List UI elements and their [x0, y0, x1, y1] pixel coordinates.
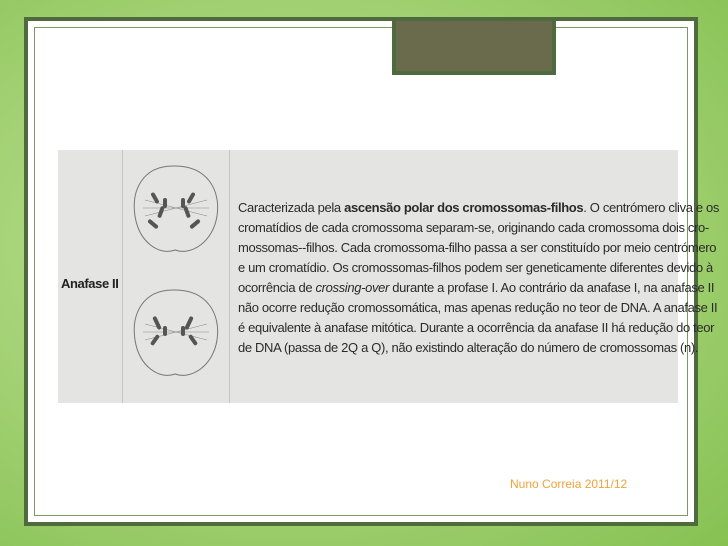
row-label-cell [58, 150, 123, 403]
footer-author: Nuno Correia 2011/12 [510, 477, 628, 491]
description-line: mossomas--filhos. Cada cromossoma-filho passa a ser constituído por meio centrómero [238, 240, 717, 255]
description-line: de DNA (passa de 2Q a Q), não existindo alteração do número de cromossomas (n). [238, 340, 699, 355]
chromosomes-bottom [150, 316, 198, 346]
chromosomes-top [147, 192, 201, 230]
anafase-description [238, 198, 720, 358]
description-line: Caracterizada pela ascensão polar dos cromossomas-filhos. O centrómero cliva e os [238, 200, 720, 215]
description-line: não ocorre redução cromossomática, mas apenas redução no teor de DNA. A anafase II [238, 300, 718, 315]
cell-division-figure [123, 150, 230, 403]
cell-outline-top [134, 166, 217, 251]
description-line: cromatídios de cada cromossoma separam-se, originando cada cromossoma dois cro- [238, 220, 709, 235]
description-line: ocorrência de crossing-over durante a profase I. Ao contrário da anafase I, na anafase II [238, 280, 715, 295]
slide-frame [24, 17, 720, 526]
highlight-term: ascensão polar dos cromossomas-filhos [344, 200, 584, 215]
row-label: Anafase II [61, 276, 119, 291]
title-accent-box [392, 17, 556, 75]
italic-term: crossing-over [315, 280, 389, 295]
cell-outline-bottom [134, 290, 217, 375]
anaphase-cells-illustration [123, 150, 229, 403]
anafase-table-image [58, 150, 720, 403]
description-line: e um cromatídio. Os cromossomas-filhos podem ser geneticamente diferentes devido à [238, 260, 713, 275]
description-line: é equivalente à anafase mitótica. Durante a ocorrência da anafase II há redução do teor [238, 320, 715, 335]
